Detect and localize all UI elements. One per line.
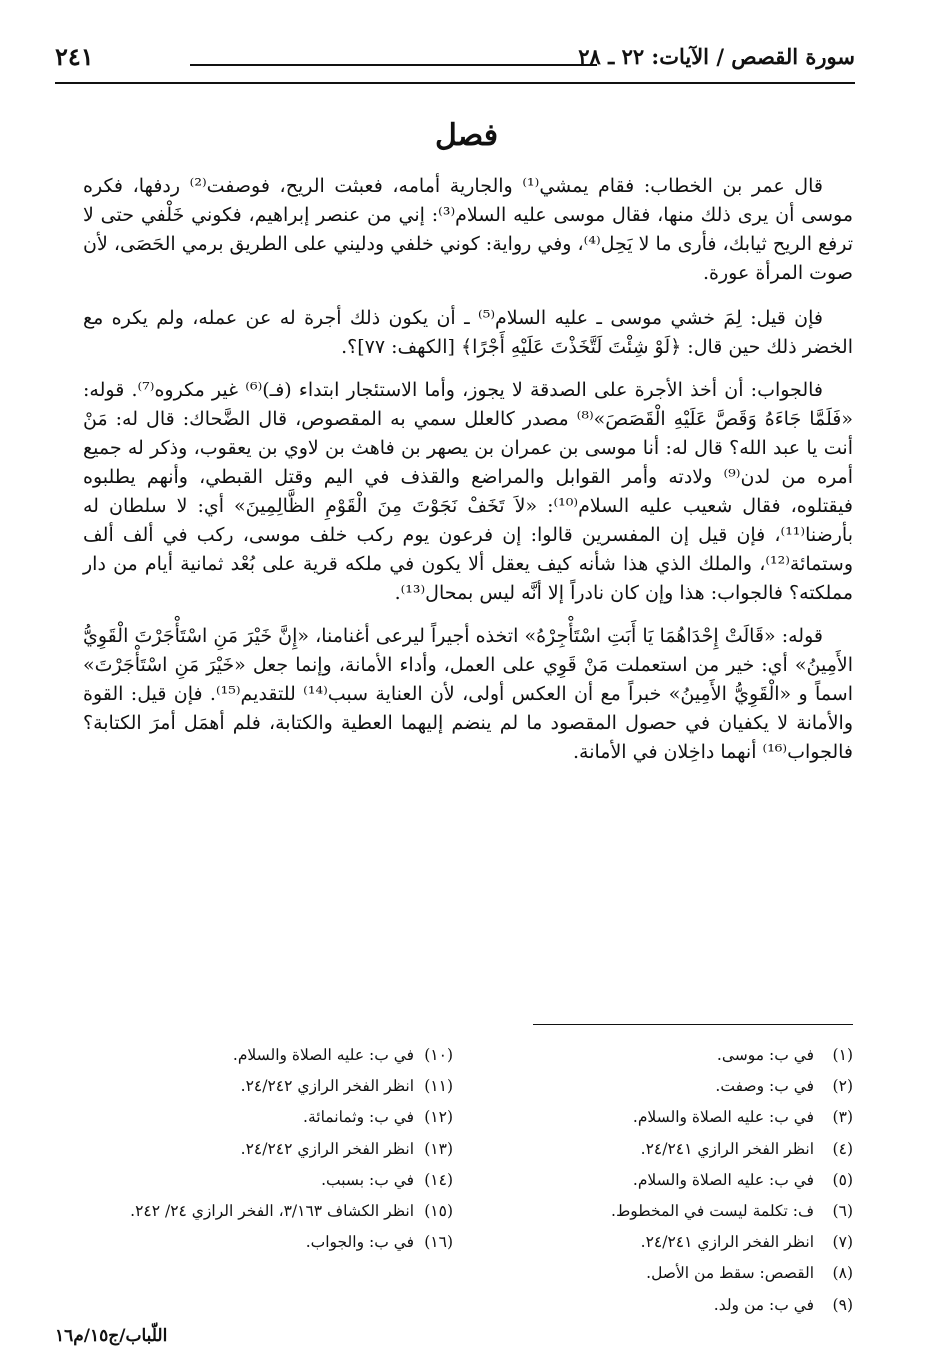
footnote-text: انظر الفخر الرازي ٢٤/٢٤٢.	[240, 1077, 415, 1096]
footnote-text: في ب: عليه الصلاة والسلام.	[632, 1170, 815, 1189]
footnote-number: (١)	[832, 1046, 853, 1064]
footnote-number: (٧)	[832, 1233, 853, 1252]
section-heading: فصل	[434, 118, 499, 153]
footnote-text: في ب: عليه الصلاة والسلام.	[632, 1108, 815, 1127]
footnote-text: القصص: سقط من الأصل.	[646, 1264, 815, 1283]
volume-signature: اللّباب/ج١٥/م١٦	[55, 1326, 168, 1346]
footnote-text: ف: تكلمة ليست في المخطوط.	[611, 1202, 815, 1221]
footnote	[483, 1165, 853, 1196]
paragraph: قال عمر بن الخطاب: فقام يمشي⁽¹⁾ والجارية أمامه، فعبثت الريح، فوصفت⁽²⁾ ردفها، فكره موسى أن يرى ذلك منها، فقال موسى عليه السلام⁽³⁾: إني من عنصر إبراهيم، فكوني خَلْفي حتى لا ترفع الريح ثيابك، فأرى ما لا يَحِل⁽⁴⁾، وفي رواية: كوني خلفي ودليني على الطريق برمي الحَصَى، لأن صوت المرأة عورة.	[83, 175, 854, 284]
paragraph: فالجواب: أن أخذ الأجرة على الصدقة لا يجوز، وأما الاستئجار ابتداء (فـ)⁽⁶⁾ غير مكروه⁽⁷⁾. قوله: «فَلَمَّا جَاءَهُ وَقَصَّ عَلَيْهِ الْقَصَصَ»⁽⁸⁾ مصدر كالعلل سمي به المقصوص، قال الضَّحاك: قال له: مَنْ أنت يا عبد الله؟ قال له: أنا موسى بن عمران بن يصهر بن فاهث بن لاوي بن يعقوب، وذكر له جميع أمره من لدن⁽⁹⁾ ولادته وأمر القوابل والمراضع والقذف في اليم وقتل القبطي، وأنهم يطلبوه فيقتلوه، فقال شعيب عليه السلام⁽¹⁰⁾: «لاَ تَخَفْ نَجَوْتَ مِنَ الْقَوْمِ الظَّالِمِينَ» أي: لا سلطان له بأرضنا⁽¹¹⁾، فإن قيل إن المفسرين قالوا: إن فرعون يوم ركب خلف موسى، ركب في ألف ألف وستمائة⁽¹²⁾، والملك الذي هذا شأنه كيف يعقل ألا يكون في ملكه قرية على بُعْد ثمانية أيام من دار مملكته؟ فالجواب: هذا وإن كان نادراً إلا أنَّه ليس بمحال⁽¹³⁾.	[83, 379, 854, 604]
footnote-number: (١٣)	[424, 1139, 453, 1158]
footnote-number: (١٤)	[424, 1170, 453, 1189]
footnote-number: (٨)	[832, 1264, 853, 1283]
page-number: ٢٤١	[55, 42, 94, 71]
footnote-text: في ب: عليه الصلاة والسلام.	[232, 1046, 415, 1064]
footnote-text: انظر الفخر الرازي ٢٤/٢٤١.	[640, 1139, 815, 1158]
footnote-number: (٦)	[832, 1202, 853, 1221]
running-head-rule	[190, 64, 597, 66]
footnotes-column-right	[483, 1040, 853, 1321]
footnote-number: (٤)	[832, 1139, 853, 1158]
footnote-number: (١١)	[424, 1077, 453, 1096]
footnote	[83, 1165, 453, 1196]
footnote	[483, 1258, 853, 1289]
running-head	[55, 38, 855, 84]
footnote-number: (١٢)	[424, 1108, 453, 1127]
footnote-text: في ب: من ولد.	[713, 1295, 815, 1314]
footnote-number: (٩)	[832, 1295, 853, 1314]
footnote-text: في ب: وثمانمائة.	[303, 1108, 415, 1127]
footnote	[483, 1134, 853, 1165]
paragraph: فإن قيل: لِمَ خشي موسى ـ عليه السلام⁽⁵⁾ ـ أن يكون ذلك أجرة له عن عمله، ولم يكره مع الخضر ذلك حين قال: ﴿لَوْ شِئْتَ لَتَّخَذْتَ عَلَيْهِ أَجْرًا﴾ [الكهف: ٧٧]؟.	[83, 307, 853, 358]
footnote	[83, 1102, 453, 1133]
running-head-title: سورة القصص / الآيات: ٢٢ ـ ٢٨	[578, 44, 855, 69]
footnote-number: (٥)	[832, 1170, 853, 1189]
footnote	[83, 1227, 453, 1258]
main-text	[83, 172, 853, 781]
footnote	[483, 1040, 853, 1071]
footnote-text: في ب: والجواب.	[305, 1233, 415, 1252]
footnotes-column-left	[83, 1040, 453, 1258]
footnote	[483, 1196, 853, 1227]
footnotes	[78, 1040, 853, 1320]
footnote-text: في ب: بسبب.	[321, 1170, 415, 1189]
footnote-text: انظر الفخر الرازي ٢٤/٢٤١.	[640, 1233, 815, 1252]
footnote-number: (١٥)	[424, 1202, 453, 1221]
footnote-text: في ب: موسى.	[716, 1046, 815, 1064]
footnote-number: (٢)	[832, 1077, 853, 1096]
footnote	[83, 1071, 453, 1102]
footnote-text: انظر الكشاف ٣/١٦٣، الفخر الرازي ٢٤/ ٢٤٢.	[130, 1202, 415, 1221]
footnote	[483, 1071, 853, 1102]
footnote-number: (١٦)	[424, 1233, 453, 1252]
footnote-text: انظر الفخر الرازي ٢٤/٢٤٢.	[240, 1139, 415, 1158]
footnote-number: (١٠)	[424, 1046, 453, 1064]
paragraph: قوله: «قَالَتْ إِحْدَاهُمَا يَا أَبَتِ اسْتَأْجِرْهُ» اتخذه أجيراً ليرعى أغنامنا، «إِنَّ خَيْرَ مَنِ اسْتَأْجَرْتَ الْقَوِيُّ الأَمِينُ» أي: خير من استعملت مَنْ قَوِي على العمل، وأداء الأمانة، وإنما جعل «خَيْرَ مَنِ اسْتَأْجَرْتَ» اسماً و «الْقَوِيُّ الأَمِينُ» خبراً مع أن العكس أولى، لأن العناية سبب⁽¹⁴⁾ للتقديم⁽¹⁵⁾. فإن قيل: القوة والأمانة لا يكفيان في حصول المقصود ما لم ينضم إليهما العطية والكتابة، فلم أهمَل أمرَ الكتابة؟ فالجواب⁽¹⁶⁾ أنهما داخِلان في الأمانة.	[83, 625, 854, 763]
footnote	[83, 1040, 453, 1071]
footnote-text: في ب: وصفت.	[715, 1077, 815, 1096]
footnote	[483, 1227, 853, 1258]
footnote	[483, 1102, 853, 1133]
footnotes-divider	[533, 1024, 853, 1025]
footnote	[83, 1196, 453, 1227]
footnote-number: (٣)	[832, 1108, 853, 1127]
footnote	[483, 1290, 853, 1321]
footnote	[83, 1134, 453, 1165]
